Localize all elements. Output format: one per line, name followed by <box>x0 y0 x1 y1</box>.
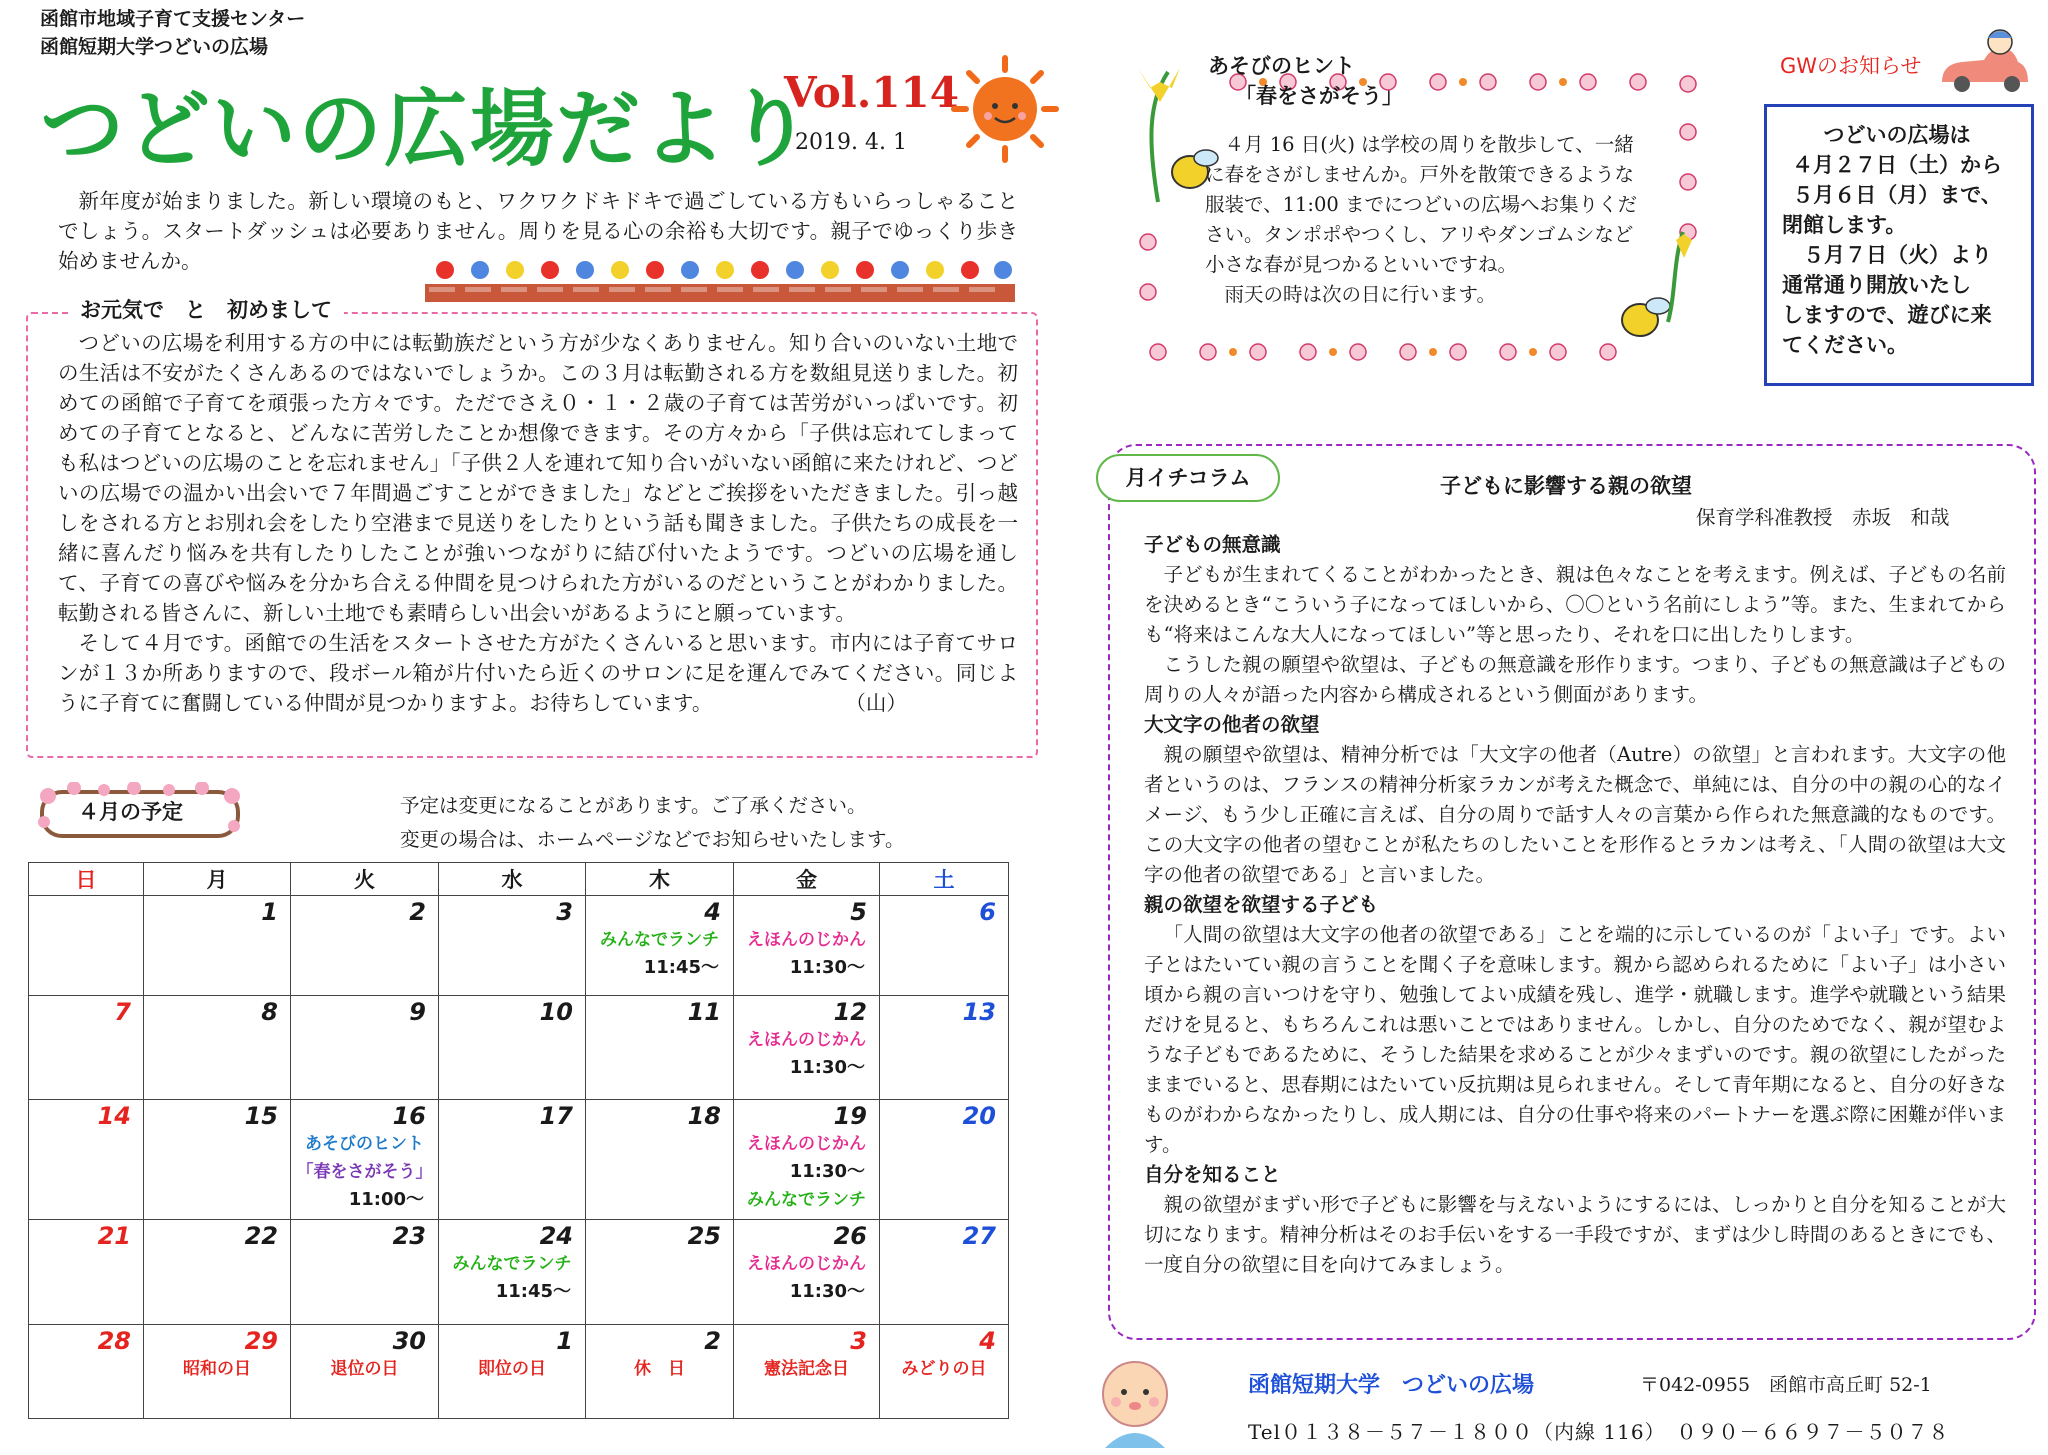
calendar-cell <box>144 996 291 1100</box>
event-time: 11:30～ <box>789 957 865 978</box>
day-number: 24 <box>539 1222 573 1250</box>
day-number: 16 <box>392 1102 426 1130</box>
weekday-wed: 水 <box>439 863 586 896</box>
day-number: 5 <box>850 898 867 926</box>
holiday-label: 退位の日 <box>330 1359 399 1379</box>
event-lunch: みんなでランチ <box>600 930 719 950</box>
day-number: 2 <box>704 1327 721 1355</box>
calendar-cell <box>734 1100 880 1220</box>
weekday-sun: 日 <box>29 863 144 896</box>
event-time: 11:45～ <box>495 1281 571 1302</box>
calendar-cell <box>144 1325 291 1419</box>
gw-line: つどいの広場は <box>1823 123 1971 147</box>
weekday-fri: 金 <box>734 863 880 896</box>
event-lunch: みんなでランチ <box>452 1254 572 1274</box>
day-number: 1 <box>261 898 278 926</box>
org-line2: 函館短期大学つどいの広場 <box>40 36 269 58</box>
column-paragraph-4: 「人間の欲望は大文字の他者の欲望である」ことを端的に示しているのが「よい子」です。よい子とはたいてい親の言うことを聞く子を意味します。親から認められるために「よい子」は小さい頃から親の言いつけを守り、勉強してよい成績を残し、進学・就職します。進学や就職という結果だけを見ると、もちろんこれは悪いことではありません。しかし、自分のためでなく、親が望むような子どもであるために、そうした結果を求めることが少々まずいのです。親の欲望にしたがったままでいると、思春期にはたいてい反抗期は見られません。そして青年期になると、自分の好きなものがわからなかったりし、成人期には、自分の仕事や将来のパートナーを選ぶ際に困難が伴います。 <box>1144 923 2006 1156</box>
baby-icon <box>1090 1356 1180 1451</box>
greeting-sign: （山） <box>845 691 907 715</box>
hint-body <box>1205 130 1645 310</box>
day-number: 9 <box>409 998 426 1026</box>
column-heading-4: 自分を知ること <box>1144 1163 1281 1186</box>
column-paragraph-5: 親の欲望がまずい形で子どもに影響を与えないようにするには、しっかりと自分を知ることが大切になります。精神分析はそのお手伝いをする一手段ですが、まずは少し時間のあるときにでも、一度自分の欲望に目を向けてみましょう。 <box>1144 1193 2006 1276</box>
hint-paragraph-2: 雨天の時は次の日に行います。 <box>1224 283 1496 306</box>
gw-line: 通常通り開放いたし <box>1782 273 1971 297</box>
sun-icon <box>950 54 1060 164</box>
column-body <box>1144 530 2006 1280</box>
footer-name: 函館短期大学 つどいの広場 <box>1248 1373 1535 1398</box>
event-ehon: えほんのじかん <box>747 930 866 950</box>
hint-paragraph-1: ４月 16 日(火) は学校の周りを散歩して、一緒に春をさがしませんか。戸外を散策できるような服装で、11:00 までにつどいの広場へお集りください。タンポポやつくし、アリやダンゴムシなど小さな春が見つかるといいですね。 <box>1205 133 1638 276</box>
gw-line: しますので、遊びに来 <box>1782 303 1992 327</box>
weekday-mon: 月 <box>144 863 291 896</box>
day-number: 28 <box>97 1327 131 1355</box>
calendar-cell-empty <box>29 896 144 996</box>
footer-phone: Tel０１３８－５７－１８００（内線 116） ０９０－６６９７－５０７８ <box>1248 1420 1950 1444</box>
greeting-paragraph-2-text: そして４月です。函館での生活をスタートさせた方がたくさんいると思います。市内には子育てサロンが１３か所ありますので、段ボール箱が片付いたら近くのサロンに足を運んでみてください。同じように子育てに奮闘している仲間が見つかりますよ。お待ちしています。 <box>58 631 1018 715</box>
column-paragraph-2: こうした親の願望や欲望は、子どもの無意識を形作ります。つまり、子どもの無意識は子どもの周りの人々が語った内容から構成されるという側面があります。 <box>1144 653 2006 706</box>
calendar-cell <box>439 1100 586 1220</box>
column-paragraph-3: 親の願望や欲望は、精神分析では「大文字の他者（Autre）の欲望」と言われます。大文字の他者というのは、フランスの精神分析家ラカンが考えた概念で、単純には、自分の中の親の心的なイメージ、もう少し正確に言えば、自分の周りで話す人々の言葉から作られた無意識的なものです。この大文字の他者の望むことが私たちのしたいことを形作るとラカンは考え、「人間の欲望は大文字の他者の欲望である」と言いました。 <box>1144 743 2006 886</box>
greeting-paragraph-1: つどいの広場を利用する方の中には転勤族だという方が少なくありません。知り合いのいない土地での生活は不安がたくさんあるのではないでしょうか。この３月は転勤される方を数組見送りました。初めての函館で子育てを頑張った方々です。ただでさえ０・１・２歳の子育ては苦労がいっぱいです。初めての子育てとなると、どんなに苦労したことか想像できます。その方々から「子供は忘れてしまっても私はつどいの広場のことを忘れません」「子供２人を連れて知り合いがいない函館に来たけれど、つどいの広場での温かい出会いで７年間過ごすことができました」などとご挨拶をいただきました。引っ越しをされる方とお別れ会をしたり空港まで見送りをしたりという話も聞きました。子供たちの成長を一緒に喜んだり悩みを共有したりしたことが強いつながりに結び付いたようです。つどいの広場を通して、子育ての喜びや悩みを分かち合える仲間を見つけられた方がいるのだということがわかりました。転勤される皆さんに、新しい土地でも素晴らしい出会いがあるようにと願っています。 <box>58 331 1018 625</box>
day-number: 20 <box>962 1102 996 1130</box>
column-heading-3: 親の欲望を欲望する子ども <box>1144 893 1379 916</box>
day-number: 26 <box>833 1222 867 1250</box>
column-title: 子どもに影響する親の欲望 <box>1440 474 1692 498</box>
holiday-label: みどりの日 <box>901 1359 987 1379</box>
day-number: 4 <box>704 898 721 926</box>
day-number: 30 <box>392 1327 426 1355</box>
day-number: 21 <box>97 1222 131 1250</box>
holiday-label: 休 日 <box>634 1359 685 1379</box>
day-number: 6 <box>979 898 996 926</box>
day-number: 8 <box>261 998 278 1026</box>
calendar-week-1 <box>29 896 1009 996</box>
event-lunch: みんなでランチ <box>747 1190 866 1210</box>
event-time: 11:30～ <box>789 1161 865 1182</box>
event-ehon: えほんのじかん <box>747 1030 866 1050</box>
calendar-week-3 <box>29 1100 1009 1220</box>
calendar-cell <box>29 1100 144 1220</box>
intro-text: 新年度が始まりました。新しい環境のもと、ワクワクドキドキで過ごしている方もいらっしゃることでしょう。スタートダッシュは必要ありません。周りを見る心の余裕も大切です。親子でゆっくり歩き始めませんか。 <box>58 189 1018 273</box>
calendar-cell <box>880 1220 1009 1325</box>
calendar-cell <box>734 1220 880 1325</box>
day-number: 10 <box>539 998 573 1026</box>
day-number: 15 <box>244 1102 278 1130</box>
greeting-body <box>58 328 1018 718</box>
calendar-cell <box>291 1325 439 1419</box>
column-paragraph-1: 子どもが生まれてくることがわかったとき、親は色々なことを考えます。例えば、子どもの名前を決めるとき“こういう子になってほしいから、〇〇という名前にしよう”等。また、生まれてからも“将来はこんな大人になってほしい”等と思ったり、それを口に出したりします。 <box>1144 563 2006 646</box>
calendar-cell <box>29 1325 144 1419</box>
event-time: 11:30～ <box>789 1057 865 1078</box>
april-calendar <box>28 862 1009 1419</box>
calendar-cell <box>880 1100 1009 1220</box>
calendar-cell <box>29 1220 144 1325</box>
calendar-week-5 <box>29 1325 1009 1419</box>
day-number: 25 <box>687 1222 721 1250</box>
tulip-border-icon <box>425 258 1015 302</box>
calendar-cell <box>144 896 291 996</box>
calendar-week-4 <box>29 1220 1009 1325</box>
calendar-cell <box>29 996 144 1100</box>
day-number: 3 <box>850 1327 867 1355</box>
calendar-cell <box>880 1325 1009 1419</box>
event-ehon: えほんのじかん <box>747 1254 866 1274</box>
calendar-cell <box>291 1220 439 1325</box>
day-number: 12 <box>833 998 867 1026</box>
day-number: 27 <box>962 1222 996 1250</box>
calendar-cell <box>439 996 586 1100</box>
column-label: 月イチコラム <box>1096 454 1280 502</box>
holiday-label: 憲法記念日 <box>764 1359 849 1379</box>
schedule-notice-2: 変更の場合は、ホームページなどでお知らせいたします。 <box>400 828 905 851</box>
day-number: 11 <box>687 998 721 1026</box>
gw-line: ４月２７日（土）から <box>1792 153 2002 177</box>
day-number: 7 <box>114 998 131 1026</box>
calendar-cell <box>734 896 880 996</box>
gw-line: ５月６日（月）まで、 <box>1792 183 2002 207</box>
day-number: 2 <box>409 898 426 926</box>
hint-title: あそびのヒント <box>1208 54 1355 78</box>
hint-subtitle: 「春をさがそう」 <box>1235 84 1403 108</box>
calendar-cell <box>586 996 734 1100</box>
holiday-label: 即位の日 <box>478 1359 546 1379</box>
gw-notice-text <box>1782 120 2012 360</box>
day-number: 18 <box>687 1102 721 1130</box>
calendar-cell <box>734 1325 880 1419</box>
gw-title: GWのお知らせ <box>1780 54 1922 78</box>
day-number: 23 <box>392 1222 426 1250</box>
column-author: 保育学科准教授 赤坂 和哉 <box>1696 506 1950 529</box>
calendar-cell <box>291 896 439 996</box>
volume-number: Vol.114 <box>784 68 959 117</box>
issue-date: 2019. 4. 1 <box>795 130 907 155</box>
calendar-cell <box>586 1220 734 1325</box>
day-number: 13 <box>962 998 996 1026</box>
day-number: 4 <box>979 1327 996 1355</box>
column-heading-2: 大文字の他者の欲望 <box>1144 713 1320 736</box>
greeting-paragraph-2 <box>58 628 1018 718</box>
calendar-cell <box>144 1220 291 1325</box>
car-icon <box>1932 22 2032 102</box>
weekday-tue: 火 <box>291 863 439 896</box>
calendar-cell <box>880 896 1009 996</box>
event-spring: 「春をさがそう」 <box>296 1162 433 1182</box>
event-time: 11:00～ <box>348 1189 424 1210</box>
column-heading-1: 子どもの無意識 <box>1144 533 1281 556</box>
calendar-cell <box>880 996 1009 1100</box>
gw-line: 閉館します。 <box>1782 213 1907 237</box>
day-number: 22 <box>244 1222 278 1250</box>
schedule-label: ４月の予定 <box>78 800 183 824</box>
day-number: 1 <box>556 1327 573 1355</box>
day-number: 17 <box>539 1102 573 1130</box>
calendar-cell <box>586 1325 734 1419</box>
weekday-thu: 木 <box>586 863 734 896</box>
calendar-cell <box>734 996 880 1100</box>
day-number: 29 <box>244 1327 278 1355</box>
calendar-cell <box>291 996 439 1100</box>
calendar-cell <box>439 1325 586 1419</box>
day-number: 3 <box>556 898 573 926</box>
event-hint: あそびのヒント <box>305 1134 424 1154</box>
calendar-cell <box>586 1100 734 1220</box>
day-number: 14 <box>97 1102 131 1130</box>
greeting-title: お元気で と 初めまして <box>68 294 344 324</box>
gw-line: てください。 <box>1782 333 1908 357</box>
org-line1: 函館市地域子育て支援センター <box>40 8 306 30</box>
weekday-sat: 土 <box>880 863 1009 896</box>
footer-address: 〒042-0955 函館市高丘町 52-1 <box>1640 1374 1932 1396</box>
gw-line: ５月７日（火）より <box>1782 243 1992 267</box>
calendar-cell <box>144 1100 291 1220</box>
schedule-notice-1: 予定は変更になることがあります。ご了承ください。 <box>400 794 867 817</box>
newsletter-title: つどいの広場だより <box>40 80 815 178</box>
calendar-cell <box>291 1100 439 1220</box>
holiday-label: 昭和の日 <box>183 1359 251 1379</box>
event-ehon: えほんのじかん <box>747 1134 866 1154</box>
event-time: 11:45～ <box>643 957 719 978</box>
calendar-cell <box>439 1220 586 1325</box>
day-number: 19 <box>833 1102 867 1130</box>
event-time: 11:30～ <box>789 1281 865 1302</box>
calendar-cell <box>586 896 734 996</box>
calendar-header-row <box>29 863 1009 896</box>
calendar-cell <box>439 896 586 996</box>
calendar-week-2 <box>29 996 1009 1100</box>
